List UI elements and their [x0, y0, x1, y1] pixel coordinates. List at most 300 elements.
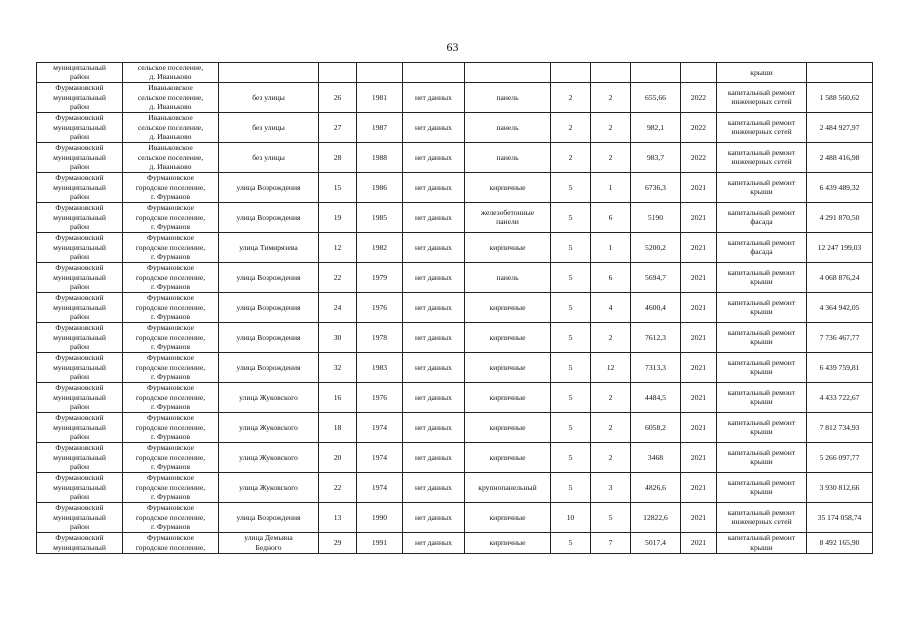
work-type-cell-text: крыши	[750, 67, 773, 77]
entrances-cell-text: 2	[608, 122, 613, 132]
settlement-cell-text: Фурмановское городское поселение, г. Фурманов	[135, 413, 206, 442]
area-cell	[631, 142, 681, 172]
cost-cell-text: 8 492 165,90	[819, 538, 860, 548]
build-year-cell	[357, 63, 403, 83]
area-cell-text: 5017,4	[645, 538, 666, 548]
repair-year-cell-text: 2021	[690, 422, 707, 432]
floors-cell-text: 5	[568, 302, 573, 312]
status-cell-text: нет данных	[415, 272, 452, 282]
district-cell-text: Фурмановский муниципальный район	[53, 263, 106, 292]
status-cell	[403, 202, 465, 232]
wall-material-cell	[465, 232, 551, 262]
status-cell-text: нет данных	[415, 242, 452, 252]
entrances-cell-text: 6	[608, 212, 613, 222]
entrances-cell	[591, 412, 631, 442]
district-cell-text: Фурмановский муниципальный	[53, 533, 106, 552]
settlement-cell-text: Фурмановское городское поселение, г. Фурманов	[135, 323, 206, 352]
build-year-cell	[357, 532, 403, 553]
status-cell	[403, 232, 465, 262]
street-cell	[219, 352, 319, 382]
area-cell-text: 7313,3	[645, 362, 666, 372]
street-cell	[219, 502, 319, 532]
settlement-cell	[123, 382, 219, 412]
work-type-cell-text: капитальный ремонт крыши	[727, 417, 796, 437]
work-type-cell-text: капитальный ремонт инженерных сетей	[727, 147, 796, 167]
work-type-cell-text: капитальный ремонт крыши	[727, 327, 796, 347]
table-row	[37, 262, 873, 292]
house-number-cell	[319, 112, 357, 142]
build-year-cell	[357, 172, 403, 202]
cost-cell-text: 7 812 734,93	[819, 422, 860, 432]
district-cell-text: муниципальный район	[53, 63, 106, 82]
wall-material-cell	[465, 172, 551, 202]
district-cell	[37, 322, 123, 352]
cost-cell	[807, 202, 873, 232]
wall-material-cell-text: кирпичные	[489, 392, 526, 402]
repair-year-cell-text: 2021	[690, 182, 707, 192]
work-type-cell-text: капитальный ремонт крыши	[727, 297, 796, 317]
table-row	[37, 472, 873, 502]
floors-cell	[551, 112, 591, 142]
table-row	[37, 82, 873, 112]
wall-material-cell-text: панель	[496, 272, 519, 282]
table-row	[37, 442, 873, 472]
settlement-cell	[123, 262, 219, 292]
entrances-cell-text: 5	[608, 512, 613, 522]
repair-year-cell-text: 2022	[690, 92, 707, 102]
area-cell	[631, 322, 681, 352]
build-year-cell	[357, 202, 403, 232]
house-number-cell	[319, 532, 357, 553]
settlement-cell	[123, 292, 219, 322]
district-cell	[37, 472, 123, 502]
settlement-cell	[123, 82, 219, 112]
build-year-cell	[357, 502, 403, 532]
settlement-cell	[123, 472, 219, 502]
house-number-cell	[319, 382, 357, 412]
house-number-cell	[319, 502, 357, 532]
house-number-cell-text: 32	[333, 362, 342, 372]
cost-cell-text: 3 930 812,66	[819, 482, 860, 492]
repair-year-cell	[681, 442, 717, 472]
status-cell-text: нет данных	[415, 452, 452, 462]
settlement-cell	[123, 352, 219, 382]
floors-cell-text: 2	[568, 152, 573, 162]
build-year-cell	[357, 352, 403, 382]
entrances-cell	[591, 262, 631, 292]
floors-cell-text: 5	[568, 538, 573, 548]
work-type-cell-text: капитальный ремонт крыши	[727, 267, 796, 287]
build-year-cell	[357, 232, 403, 262]
status-cell	[403, 112, 465, 142]
status-cell	[403, 142, 465, 172]
build-year-cell-text: 1976	[371, 392, 388, 402]
district-cell-text: Фурмановский муниципальный район	[53, 233, 106, 262]
entrances-cell-text: 4	[608, 302, 613, 312]
floors-cell-text: 5	[568, 362, 573, 372]
repair-year-cell	[681, 262, 717, 292]
repair-year-cell	[681, 202, 717, 232]
settlement-cell-text: Фурмановское городское поселение, г. Фурманов	[135, 173, 206, 202]
area-cell	[631, 442, 681, 472]
entrances-cell-text: 6	[608, 272, 613, 282]
wall-material-cell-text: кирпичные	[489, 332, 526, 342]
work-type-cell-text: капитальный ремонт инженерных сетей	[727, 87, 796, 107]
status-cell-text: нет данных	[415, 512, 452, 522]
cost-cell-text: 35 174 058,74	[817, 512, 862, 522]
table-row	[37, 322, 873, 352]
street-cell	[219, 202, 319, 232]
work-type-cell-text: капитальный ремонт крыши	[727, 447, 796, 467]
entrances-cell-text: 3	[608, 482, 613, 492]
street-cell	[219, 382, 319, 412]
floors-cell	[551, 292, 591, 322]
build-year-cell	[357, 112, 403, 142]
settlement-cell	[123, 63, 219, 83]
status-cell-text: нет данных	[415, 302, 452, 312]
street-cell-text: улица Возрождения	[236, 212, 301, 222]
work-type-cell	[717, 82, 807, 112]
house-number-cell	[319, 352, 357, 382]
build-year-cell-text: 1983	[371, 362, 388, 372]
settlement-cell-text: Фурмановское городское поселение, г. Фурманов	[135, 353, 206, 382]
district-cell	[37, 262, 123, 292]
floors-cell-text: 5	[568, 392, 573, 402]
floors-cell	[551, 352, 591, 382]
entrances-cell-text: 2	[608, 332, 613, 342]
cost-cell	[807, 232, 873, 262]
district-cell-text: Фурмановский муниципальный район	[53, 503, 106, 532]
work-type-cell-text: капитальный ремонт инженерных сетей	[727, 507, 796, 527]
area-cell	[631, 82, 681, 112]
house-number-cell-text: 22	[333, 482, 342, 492]
cost-cell-text: 7 736 467,77	[819, 332, 860, 342]
work-type-cell-text: капитальный ремонт фасада	[727, 207, 796, 227]
status-cell	[403, 382, 465, 412]
build-year-cell	[357, 412, 403, 442]
wall-material-cell	[465, 532, 551, 553]
district-cell-text: Фурмановский муниципальный район	[53, 413, 106, 442]
area-cell-text: 7612,3	[645, 332, 666, 342]
wall-material-cell-text: панель	[496, 152, 519, 162]
area-cell	[631, 292, 681, 322]
wall-material-cell	[465, 442, 551, 472]
settlement-cell	[123, 322, 219, 352]
street-cell-text: улица Возрождения	[236, 332, 301, 342]
build-year-cell-text: 1985	[371, 212, 388, 222]
settlement-cell-text: Фурмановское городское поселение, г. Фурманов	[135, 293, 206, 322]
floors-cell	[551, 202, 591, 232]
status-cell	[403, 292, 465, 322]
floors-cell	[551, 442, 591, 472]
street-cell-text: улица Возрождения	[236, 362, 301, 372]
settlement-cell-text: Иваньковское сельское поселение, д. Иваньково	[137, 83, 204, 112]
street-cell	[219, 322, 319, 352]
settlement-cell-text: Фурмановское городское поселение, г. Фурманов	[135, 233, 206, 262]
district-cell	[37, 502, 123, 532]
repair-year-cell	[681, 322, 717, 352]
house-number-cell	[319, 232, 357, 262]
work-type-cell-text: капитальный ремонт инженерных сетей	[727, 117, 796, 137]
cost-cell	[807, 82, 873, 112]
repair-year-cell	[681, 63, 717, 83]
area-cell-text: 4484,5	[645, 392, 666, 402]
work-type-cell-text: капитальный ремонт фасада	[727, 237, 796, 257]
wall-material-cell-text: панель	[496, 92, 519, 102]
entrances-cell-text: 2	[608, 422, 613, 432]
work-type-cell-text: капитальный ремонт крыши	[727, 533, 796, 552]
entrances-cell	[591, 322, 631, 352]
house-number-cell-text: 20	[333, 452, 342, 462]
status-cell	[403, 442, 465, 472]
district-cell	[37, 82, 123, 112]
settlement-cell-text: Фурмановское городское поселение, г. Фурманов	[135, 203, 206, 232]
area-cell	[631, 502, 681, 532]
repair-year-cell-text: 2021	[690, 332, 707, 342]
wall-material-cell	[465, 82, 551, 112]
entrances-cell	[591, 232, 631, 262]
status-cell	[403, 472, 465, 502]
repair-year-cell	[681, 292, 717, 322]
street-cell-text: без улицы	[252, 122, 285, 132]
house-number-cell-text: 30	[333, 332, 342, 342]
house-number-cell-text: 28	[333, 152, 342, 162]
settlement-cell	[123, 142, 219, 172]
cost-cell	[807, 472, 873, 502]
entrances-cell	[591, 63, 631, 83]
settlement-cell	[123, 442, 219, 472]
cost-cell	[807, 352, 873, 382]
street-cell-text: улица Возрождения	[236, 302, 301, 312]
street-cell	[219, 442, 319, 472]
build-year-cell-text: 1976	[371, 302, 388, 312]
street-cell	[219, 262, 319, 292]
wall-material-cell	[465, 112, 551, 142]
build-year-cell	[357, 322, 403, 352]
work-type-cell	[717, 202, 807, 232]
wall-material-cell-text: кирпичные	[489, 422, 526, 432]
wall-material-cell-text: кирпичные	[489, 242, 526, 252]
floors-cell-text: 2	[568, 122, 573, 132]
entrances-cell	[591, 382, 631, 412]
street-cell-text: улица Жуковского	[239, 482, 298, 492]
housing-repair-table	[36, 62, 873, 554]
floors-cell	[551, 63, 591, 83]
cost-cell-text: 6 439 489,32	[819, 182, 860, 192]
status-cell	[403, 82, 465, 112]
build-year-cell-text: 1991	[371, 538, 388, 548]
wall-material-cell-text: кирпичные	[489, 302, 526, 312]
street-cell	[219, 532, 319, 553]
district-cell	[37, 232, 123, 262]
cost-cell	[807, 532, 873, 553]
cost-cell-text: 5 266 097,77	[819, 452, 860, 462]
floors-cell	[551, 142, 591, 172]
status-cell	[403, 262, 465, 292]
floors-cell-text: 2	[568, 92, 573, 102]
house-number-cell	[319, 322, 357, 352]
house-number-cell-text: 24	[333, 302, 342, 312]
wall-material-cell-text: кирпичные	[489, 452, 526, 462]
entrances-cell-text: 2	[608, 452, 613, 462]
district-cell	[37, 202, 123, 232]
settlement-cell-text: Иваньковское сельское поселение, д. Иваньково	[137, 143, 204, 172]
wall-material-cell	[465, 202, 551, 232]
house-number-cell	[319, 292, 357, 322]
street-cell-text: улица Жуковского	[239, 452, 298, 462]
house-number-cell	[319, 63, 357, 83]
area-cell	[631, 472, 681, 502]
district-cell	[37, 442, 123, 472]
district-cell	[37, 63, 123, 83]
area-cell	[631, 532, 681, 553]
cost-cell	[807, 382, 873, 412]
area-cell	[631, 172, 681, 202]
floors-cell-text: 5	[568, 182, 573, 192]
build-year-cell-text: 1974	[371, 482, 388, 492]
area-cell	[631, 232, 681, 262]
wall-material-cell-text: крупнопанельный	[478, 482, 537, 492]
repair-year-cell-text: 2021	[690, 512, 707, 522]
cost-cell	[807, 502, 873, 532]
wall-material-cell	[465, 472, 551, 502]
build-year-cell	[357, 262, 403, 292]
area-cell	[631, 262, 681, 292]
repair-year-cell	[681, 472, 717, 502]
work-type-cell	[717, 142, 807, 172]
entrances-cell-text: 12	[606, 362, 615, 372]
street-cell	[219, 472, 319, 502]
house-number-cell-text: 22	[333, 272, 342, 282]
repair-year-cell	[681, 412, 717, 442]
house-number-cell-text: 27	[333, 122, 342, 132]
table-row	[37, 382, 873, 412]
work-type-cell	[717, 352, 807, 382]
area-cell-text: 4826,6	[645, 482, 666, 492]
district-cell-text: Фурмановский муниципальный район	[53, 323, 106, 352]
table-row	[37, 112, 873, 142]
area-cell-text: 655,66	[645, 92, 666, 102]
entrances-cell	[591, 292, 631, 322]
build-year-cell-text: 1981	[371, 92, 388, 102]
cost-cell-text: 6 439 759,81	[819, 362, 860, 372]
work-type-cell	[717, 262, 807, 292]
street-cell	[219, 63, 319, 83]
cost-cell	[807, 322, 873, 352]
work-type-cell-text: капитальный ремонт крыши	[727, 387, 796, 407]
wall-material-cell	[465, 292, 551, 322]
area-cell-text: 982,1	[646, 122, 665, 132]
table-row	[37, 202, 873, 232]
floors-cell	[551, 532, 591, 553]
build-year-cell-text: 1979	[371, 272, 388, 282]
area-cell-text: 4600,4	[645, 302, 666, 312]
repair-year-cell	[681, 142, 717, 172]
settlement-cell	[123, 502, 219, 532]
repair-year-cell-text: 2021	[690, 392, 707, 402]
work-type-cell	[717, 322, 807, 352]
work-type-cell	[717, 472, 807, 502]
status-cell	[403, 412, 465, 442]
cost-cell-text: 2 484 927,97	[819, 122, 860, 132]
status-cell-text: нет данных	[415, 332, 452, 342]
area-cell-text: 5694,7	[645, 272, 666, 282]
settlement-cell-text: Фурмановское городское поселение, г. Фурманов	[135, 443, 206, 472]
cost-cell	[807, 112, 873, 142]
repair-year-cell	[681, 502, 717, 532]
street-cell	[219, 232, 319, 262]
settlement-cell-text: сельское поселение, д. Иваньково	[137, 63, 204, 82]
status-cell-text: нет данных	[415, 182, 452, 192]
build-year-cell	[357, 292, 403, 322]
area-cell	[631, 382, 681, 412]
repair-year-cell-text: 2022	[690, 152, 707, 162]
table-row	[37, 63, 873, 83]
district-cell	[37, 382, 123, 412]
house-number-cell-text: 13	[333, 512, 342, 522]
work-type-cell	[717, 442, 807, 472]
house-number-cell	[319, 82, 357, 112]
district-cell-text: Фурмановский муниципальный район	[53, 113, 106, 142]
floors-cell-text: 10	[566, 512, 575, 522]
settlement-cell-text: Фурмановское городское поселение, г. Фурманов	[135, 473, 206, 502]
cost-cell	[807, 262, 873, 292]
wall-material-cell	[465, 502, 551, 532]
settlement-cell	[123, 412, 219, 442]
house-number-cell	[319, 172, 357, 202]
table-row	[37, 172, 873, 202]
entrances-cell-text: 2	[608, 392, 613, 402]
district-cell	[37, 412, 123, 442]
wall-material-cell-text: кирпичные	[489, 182, 526, 192]
district-cell-text: Фурмановский муниципальный район	[53, 83, 106, 112]
settlement-cell-text: Фурмановское городское поселение,	[135, 533, 206, 552]
house-number-cell-text: 12	[333, 242, 342, 252]
repair-year-cell	[681, 232, 717, 262]
status-cell-text: нет данных	[415, 392, 452, 402]
street-cell-text: улица Тимирязева	[239, 242, 298, 252]
table-row	[37, 412, 873, 442]
status-cell-text: нет данных	[415, 212, 452, 222]
district-cell-text: Фурмановский муниципальный район	[53, 293, 106, 322]
street-cell	[219, 412, 319, 442]
table-row	[37, 232, 873, 262]
street-cell-text: без улицы	[252, 152, 285, 162]
cost-cell	[807, 292, 873, 322]
house-number-cell-text: 18	[333, 422, 342, 432]
repair-year-cell	[681, 382, 717, 412]
cost-cell-text: 1 588 560,62	[819, 92, 860, 102]
district-cell-text: Фурмановский муниципальный район	[53, 143, 106, 172]
build-year-cell-text: 1978	[371, 332, 388, 342]
table-row	[37, 532, 873, 553]
work-type-cell	[717, 63, 807, 83]
district-cell	[37, 112, 123, 142]
repair-year-cell-text: 2021	[690, 212, 707, 222]
district-cell-text: Фурмановский муниципальный район	[53, 443, 106, 472]
work-type-cell	[717, 172, 807, 202]
entrances-cell	[591, 502, 631, 532]
street-cell	[219, 82, 319, 112]
work-type-cell	[717, 382, 807, 412]
floors-cell	[551, 502, 591, 532]
street-cell	[219, 172, 319, 202]
page-number: 63	[446, 40, 459, 54]
cost-cell	[807, 442, 873, 472]
street-cell-text: улица Жуковского	[239, 392, 298, 402]
district-cell-text: Фурмановский муниципальный район	[53, 173, 106, 202]
house-number-cell	[319, 262, 357, 292]
